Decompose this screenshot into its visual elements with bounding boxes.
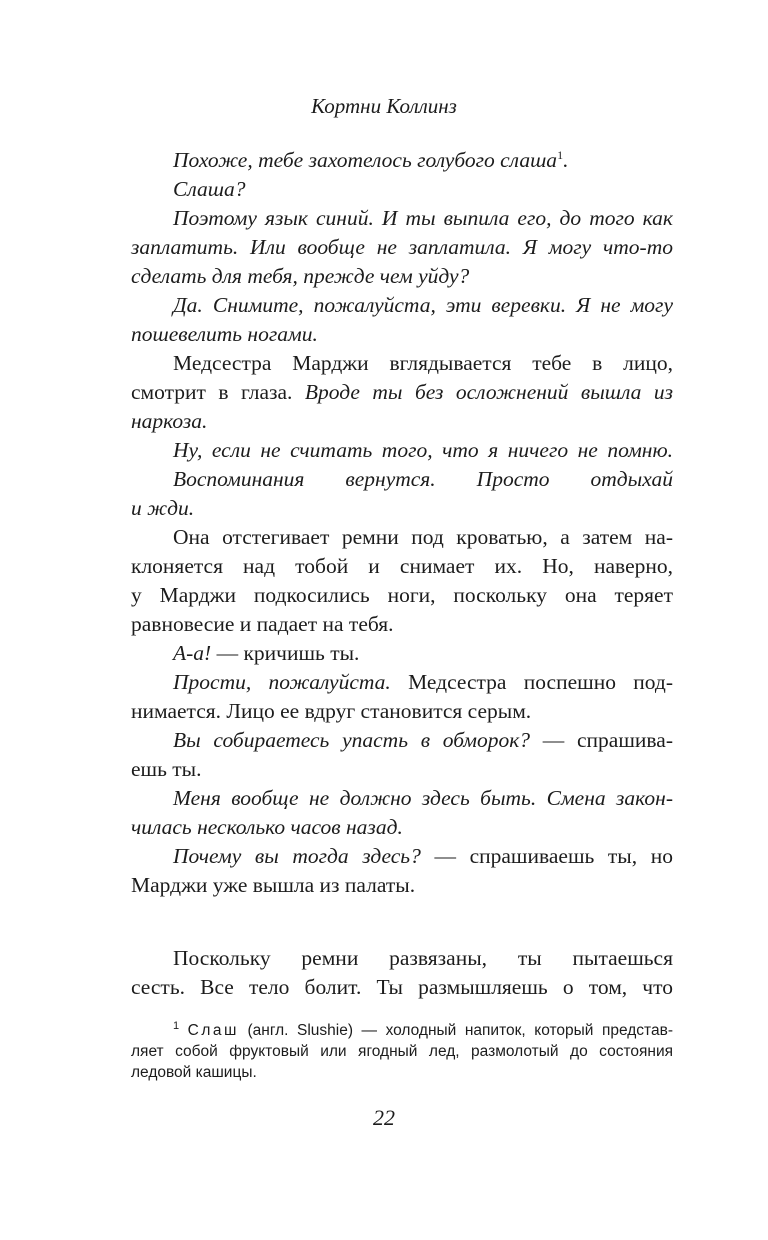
text-line — [131, 581, 673, 610]
footnote — [131, 1020, 673, 1083]
footnote-line — [131, 1020, 673, 1041]
text-line — [131, 726, 673, 755]
regular-text: — спрашива- — [530, 728, 673, 752]
text-line — [131, 204, 673, 233]
page-number: 22 — [373, 1105, 395, 1130]
regular-text: Медсестра Марджи вглядывается тебе в лицо, — [173, 351, 673, 375]
text-line — [131, 349, 673, 378]
text-line — [131, 784, 673, 813]
regular-text: клоняется над тобой и снимает их. Но, наверно, — [131, 554, 673, 578]
footnote-line: ледовой кашицы. — [131, 1064, 257, 1081]
text-line — [131, 639, 673, 668]
footnote-term: Слаш — [187, 1022, 239, 1039]
regular-text: нимается. Лицо ее вдруг становится серым. — [131, 699, 532, 723]
text-line — [131, 944, 673, 973]
italic-text: чилась несколько часов назад. — [131, 815, 403, 839]
text-line — [131, 494, 673, 523]
regular-text: сесть. Все тело болит. Ты размышляешь о том, что — [131, 975, 673, 999]
text-line — [131, 407, 673, 436]
text-line — [131, 523, 673, 552]
text-line — [131, 378, 673, 407]
regular-text: равновесие и падает на тебя. — [131, 612, 394, 636]
text-line — [131, 320, 673, 349]
footnote-line: ляет собой фруктовый или ягодный лед, размолотый до состояния — [131, 1043, 673, 1060]
text-line — [131, 813, 673, 842]
text-line — [131, 262, 673, 291]
text-line — [131, 973, 673, 1002]
italic-text: Прости, пожалуйста. — [173, 670, 391, 694]
italic-text: Воспоминания вернутся. Просто отдыхай — [173, 467, 673, 491]
italic-text: заплатить. Или вообще не заплатила. Я могу что-то — [131, 235, 673, 259]
regular-text: Поскольку ремни развязаны, ты пытаешься — [173, 946, 673, 970]
text-line — [131, 146, 673, 175]
regular-text: Медсестра поспешно под- — [390, 670, 673, 694]
text-line — [131, 233, 673, 262]
italic-text: А-а! — [173, 641, 212, 665]
italic-text: сделать для тебя, прежде чем уйду? — [131, 264, 470, 288]
italic-text: Похоже, тебе захотелось голубого слаша — [173, 148, 558, 172]
italic-text: Поэтому язык синий. И ты выпила его, до того как — [173, 206, 673, 230]
paragraph-gap — [131, 900, 673, 944]
text-line — [131, 465, 673, 494]
italic-text: и жди. — [131, 496, 195, 520]
italic-text: Да. Снимите, пожалуйста, эти веревки. Я не могу — [173, 293, 673, 317]
regular-text: ешь ты. — [131, 757, 202, 781]
italic-text: Слаша? — [173, 177, 246, 201]
text-line — [131, 755, 673, 784]
regular-text: смотрит в глаза. — [131, 380, 305, 404]
text-line — [131, 697, 673, 726]
footnote-ref: 1 — [557, 147, 564, 162]
text-line — [131, 871, 673, 900]
text-line — [131, 552, 673, 581]
italic-text: пошевелить ногами. — [131, 322, 318, 346]
body-text — [131, 146, 673, 1002]
footnote-text: (англ. Slushie) — холодный напиток, который представ- — [238, 1022, 673, 1039]
italic-text: Вы собираетесь упасть в обморок? — [173, 728, 531, 752]
text-line — [131, 842, 673, 871]
regular-text: Марджи уже вышла из палаты. — [131, 873, 416, 897]
italic-text: Вроде ты без осложнений вышла из — [304, 380, 673, 404]
italic-text: . — [563, 148, 569, 172]
regular-text: — спрашиваешь ты, но — [420, 844, 673, 868]
italic-text: Ну, если не считать того, что я ничего не помню. — [173, 438, 673, 462]
regular-text: — кричишь ты. — [211, 641, 360, 665]
regular-text: Она отстегивает ремни под кроватью, а затем на- — [173, 525, 673, 549]
text-line — [131, 610, 673, 639]
italic-text: Меня вообще не должно здесь быть. Смена закон- — [173, 786, 673, 810]
regular-text: у Марджи подкосились ноги, поскольку она теряет — [131, 583, 673, 607]
text-line — [131, 436, 673, 465]
text-line — [131, 668, 673, 697]
italic-text: Почему вы тогда здесь? — [173, 844, 421, 868]
running-header-author: Кортни Коллинз — [311, 94, 457, 118]
text-line — [131, 291, 673, 320]
italic-text: наркоза. — [131, 409, 208, 433]
text-line — [131, 175, 673, 204]
footnote-number: 1 — [173, 1019, 180, 1032]
